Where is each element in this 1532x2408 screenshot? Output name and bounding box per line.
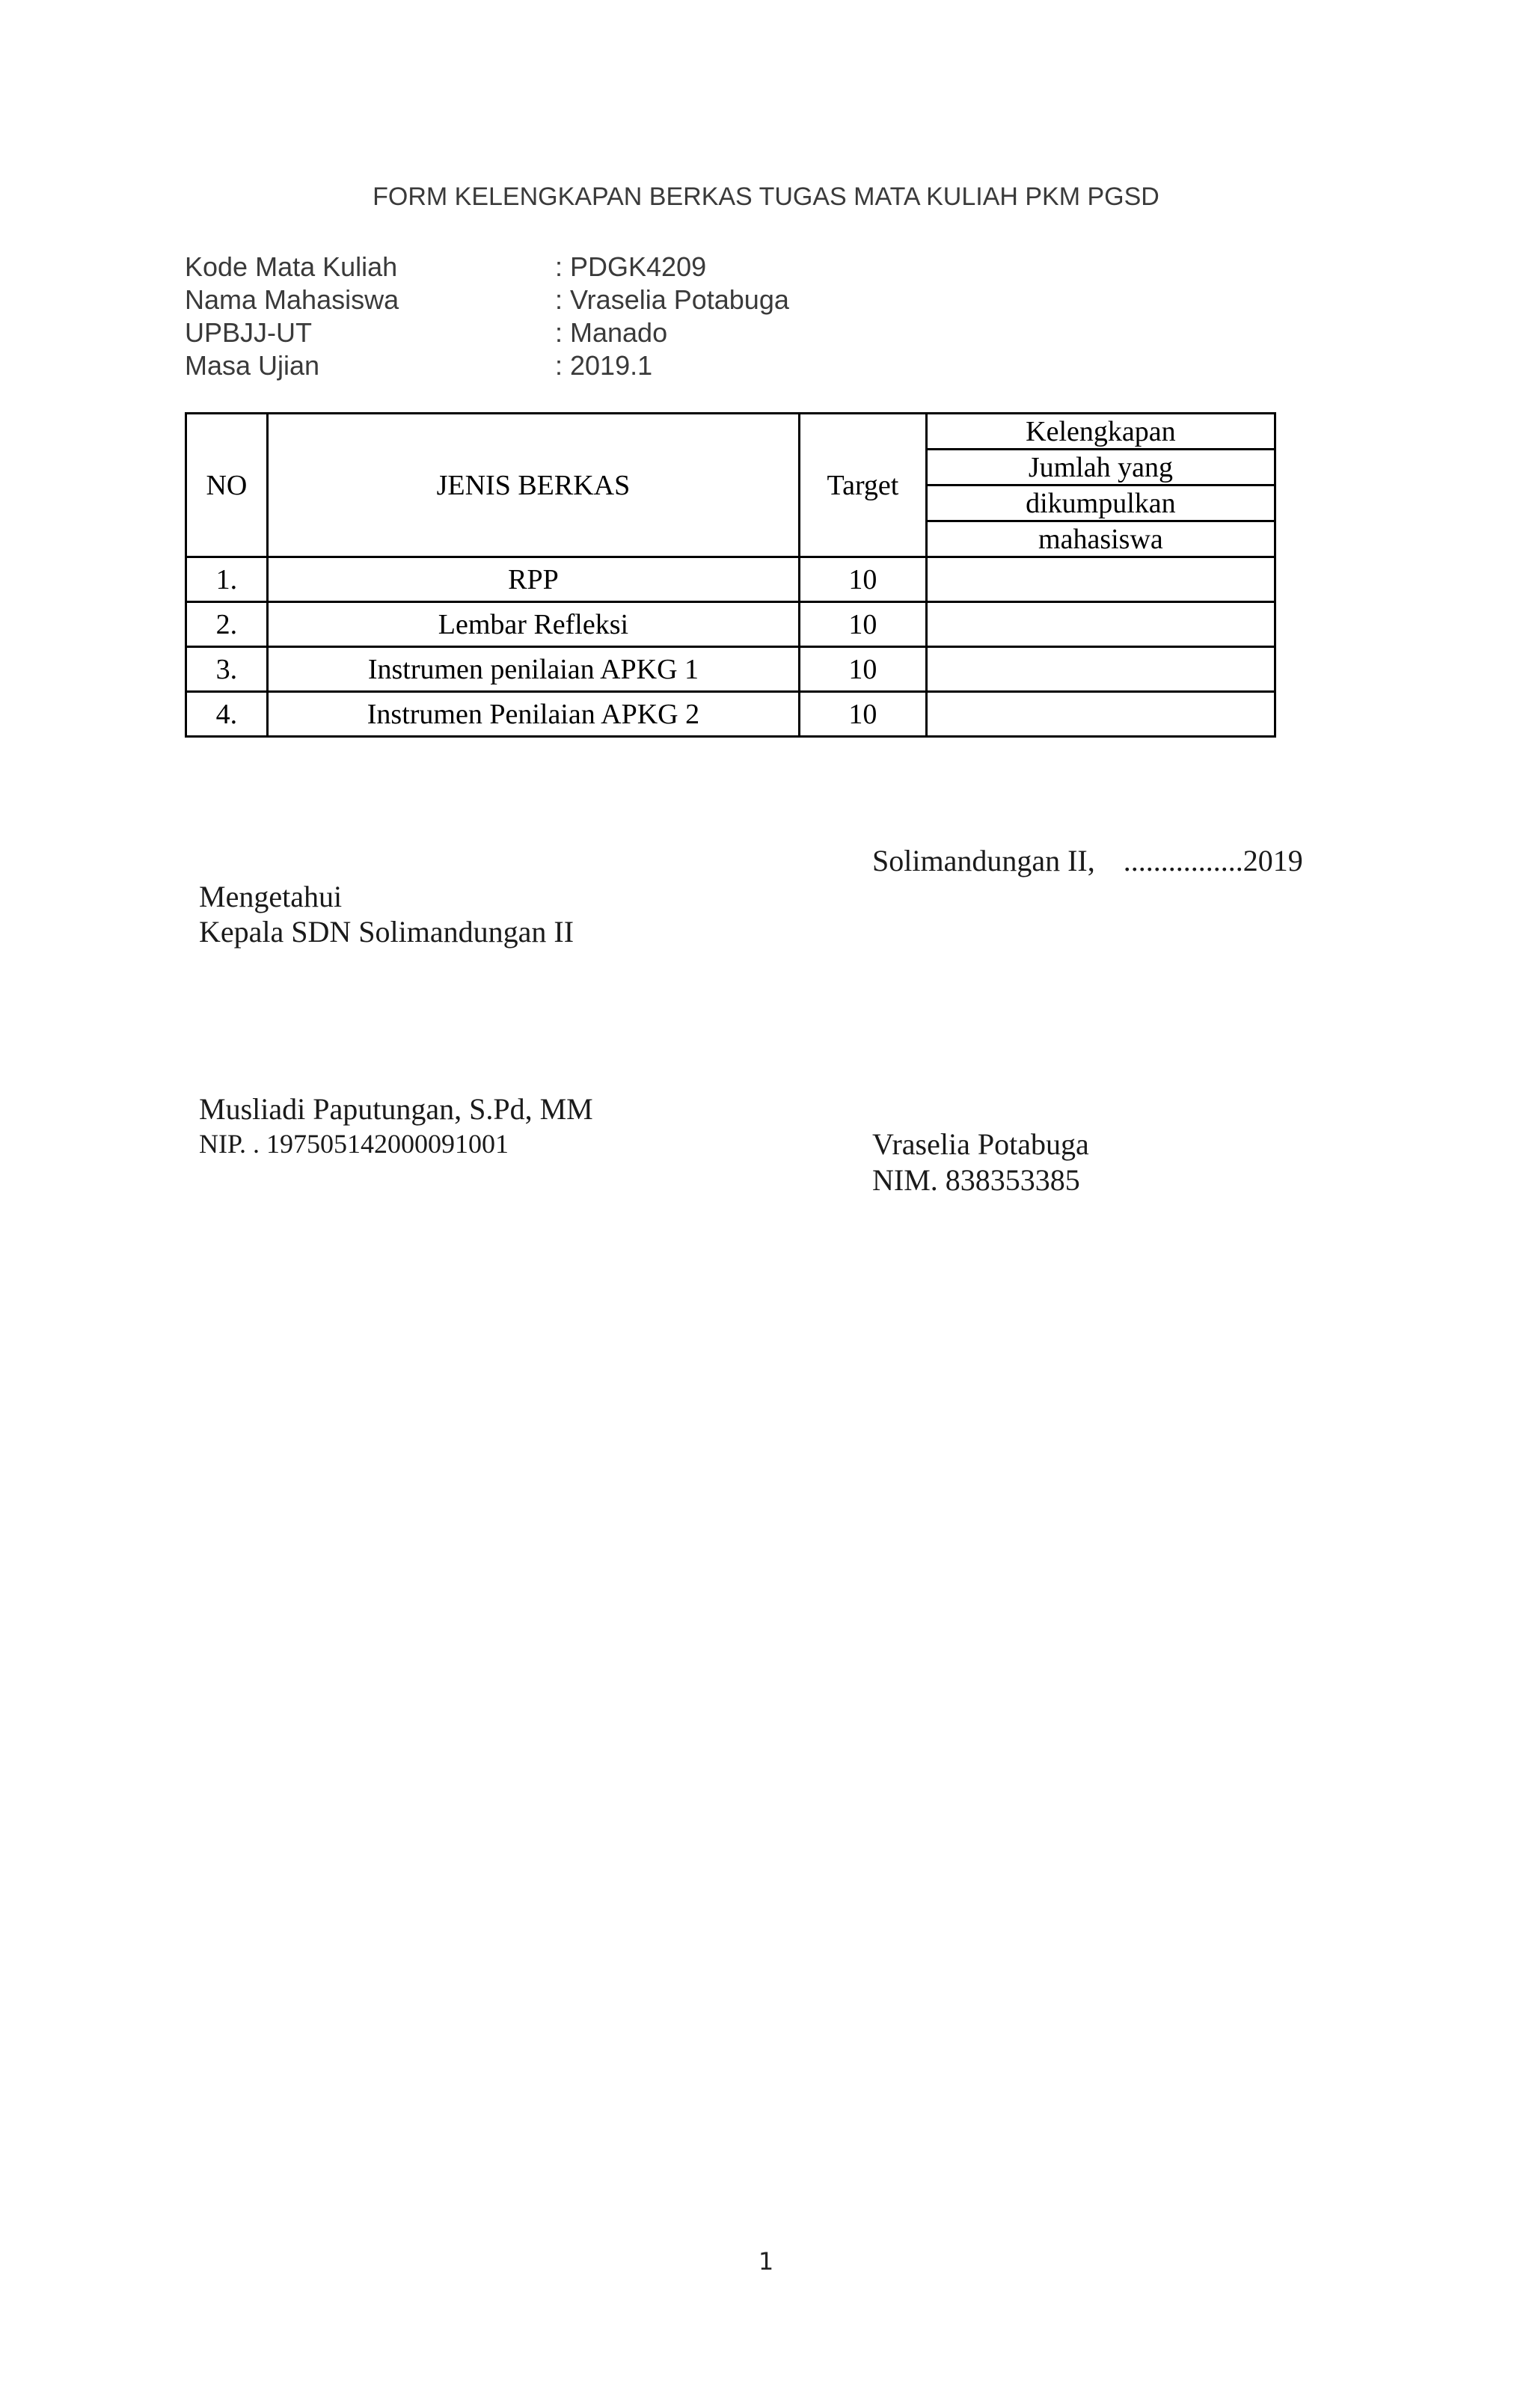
place-date — [872, 843, 1303, 878]
berkas-table — [185, 412, 1276, 738]
header-kelengkapan-sub: dikumpulkan — [926, 485, 1275, 521]
header-no: NO — [186, 414, 268, 557]
cell-target: 10 — [800, 692, 927, 737]
principal-title: Kepala SDN Solimandungan II — [199, 915, 574, 949]
principal-nip: NIP. . 197505142000091001 — [199, 1129, 509, 1159]
field-nama-mahasiswa — [185, 284, 789, 316]
cell-no: 4. — [186, 692, 268, 737]
field-label: Kode Mata Kuliah — [185, 251, 398, 282]
field-value: : PDGK4209 — [555, 251, 707, 282]
student-nim: NIM. 838353385 — [872, 1163, 1080, 1197]
cell-kelengkapan — [926, 557, 1275, 602]
table-row — [186, 647, 1275, 692]
field-label: Masa Ujian — [185, 350, 320, 381]
cell-target: 10 — [800, 557, 927, 602]
field-value: : Manado — [555, 317, 668, 348]
header-jenis-berkas: JENIS BERKAS — [267, 414, 799, 557]
field-upbjj-ut — [185, 316, 789, 349]
cell-jenis: Instrumen penilaian APKG 1 — [267, 647, 799, 692]
cell-jenis: Instrumen Penilaian APKG 2 — [267, 692, 799, 737]
cell-no: 2. — [186, 602, 268, 647]
document-title: FORM KELENGKAPAN BERKAS TUGAS MATA KULIAH PKM PGSD — [373, 183, 1159, 211]
field-value: : Vraselia Potabuga — [555, 284, 789, 315]
cell-target: 10 — [800, 647, 927, 692]
field-label: UPBJJ-UT — [185, 317, 312, 348]
place-text: Solimandungan II, — [872, 844, 1095, 877]
date-text: ................2019 — [1123, 844, 1303, 877]
cell-kelengkapan — [926, 692, 1275, 737]
cell-kelengkapan — [926, 647, 1275, 692]
principal-name: Musliadi Paputungan, S.Pd, MM — [199, 1092, 593, 1126]
header-kelengkapan: Kelengkapan — [926, 414, 1275, 450]
cell-target: 10 — [800, 602, 927, 647]
page-number: 1 — [758, 2247, 774, 2276]
cell-jenis: Lembar Refleksi — [267, 602, 799, 647]
header-target: Target — [800, 414, 927, 557]
table-row — [186, 602, 1275, 647]
student-name: Vraselia Potabuga — [872, 1127, 1089, 1161]
cell-no: 3. — [186, 647, 268, 692]
cell-jenis: RPP — [267, 557, 799, 602]
header-kelengkapan-sub: Jumlah yang — [926, 450, 1275, 485]
field-value: : 2019.1 — [555, 350, 653, 381]
document-fields — [185, 251, 789, 382]
field-kode-mata-kuliah — [185, 251, 789, 284]
table-row — [186, 557, 1275, 602]
acknowledge-label: Mengetahui — [199, 880, 343, 913]
cell-no: 1. — [186, 557, 268, 602]
field-label: Nama Mahasiswa — [185, 284, 399, 315]
cell-kelengkapan — [926, 602, 1275, 647]
field-masa-ujian — [185, 349, 789, 382]
table-header-row — [186, 414, 1275, 450]
header-kelengkapan-sub: mahasiswa — [926, 521, 1275, 557]
table-row — [186, 692, 1275, 737]
